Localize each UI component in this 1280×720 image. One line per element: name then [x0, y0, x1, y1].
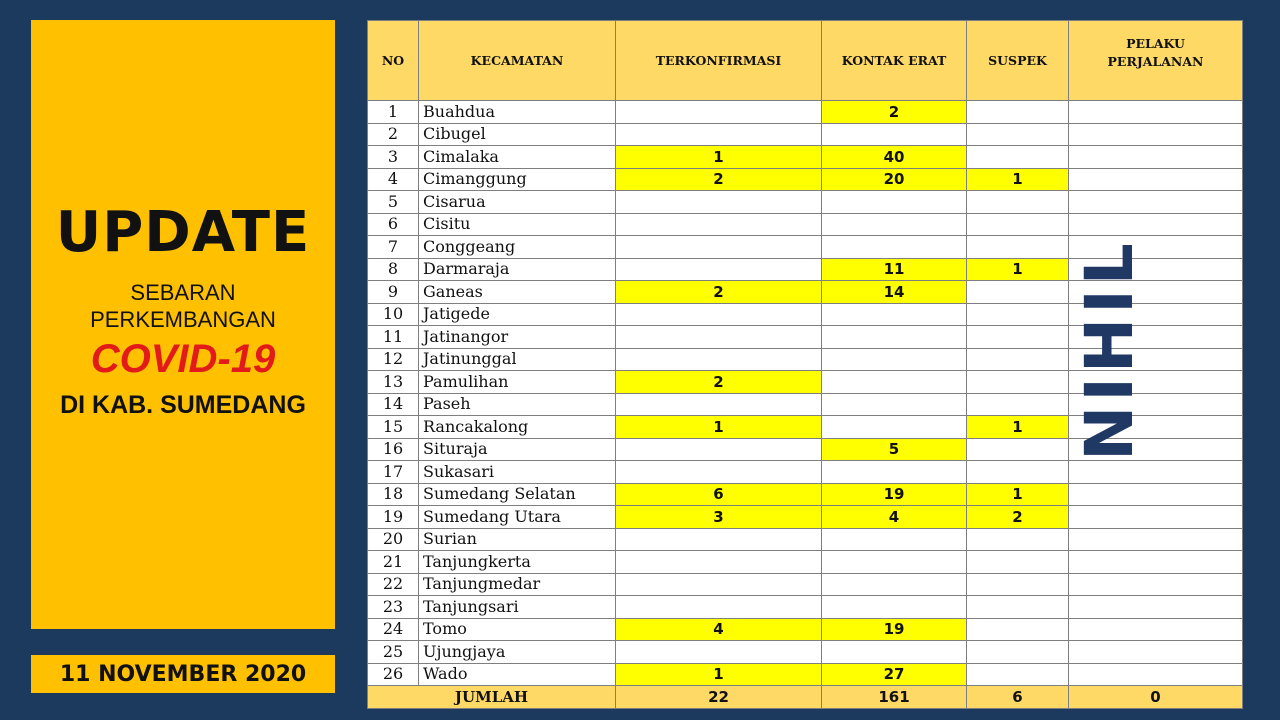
row-pelaku-perjalanan	[1069, 101, 1243, 124]
row-kontak-erat: 11	[822, 258, 967, 281]
table-row	[368, 191, 1243, 214]
row-terkonfirmasi	[616, 236, 822, 259]
row-kontak-erat	[822, 528, 967, 551]
row-suspek	[967, 236, 1069, 259]
row-suspek	[967, 191, 1069, 214]
row-kontak-erat	[822, 551, 967, 574]
row-kecamatan: Buahdua	[419, 101, 616, 124]
row-terkonfirmasi	[616, 641, 822, 664]
row-terkonfirmasi	[616, 528, 822, 551]
row-kontak-erat: 14	[822, 281, 967, 304]
row-no: 16	[368, 438, 419, 461]
row-pelaku-perjalanan	[1069, 146, 1243, 169]
row-kecamatan: Sukasari	[419, 461, 616, 484]
row-no: 19	[368, 506, 419, 529]
total-terkonfirmasi: 22	[616, 686, 822, 709]
header-no: NO	[368, 21, 419, 101]
row-kecamatan: Sumedang Utara	[419, 506, 616, 529]
row-no: 9	[368, 281, 419, 304]
row-suspek	[967, 461, 1069, 484]
row-suspek	[967, 213, 1069, 236]
row-no: 26	[368, 663, 419, 686]
row-pelaku-perjalanan	[1069, 663, 1243, 686]
row-kontak-erat	[822, 191, 967, 214]
table-header-row	[368, 21, 1243, 101]
row-pelaku-perjalanan	[1069, 551, 1243, 574]
row-no: 5	[368, 191, 419, 214]
row-kontak-erat	[822, 123, 967, 146]
subtitle-line-2: PERKEMBANGAN	[90, 307, 276, 332]
row-kecamatan: Rancakalong	[419, 416, 616, 439]
row-terkonfirmasi	[616, 573, 822, 596]
row-suspek	[967, 663, 1069, 686]
row-kecamatan: Cisarua	[419, 191, 616, 214]
row-no: 14	[368, 393, 419, 416]
row-kecamatan: Tanjungkerta	[419, 551, 616, 574]
row-suspek	[967, 101, 1069, 124]
row-kecamatan: Tanjungsari	[419, 596, 616, 619]
row-kecamatan: Surian	[419, 528, 616, 551]
row-pelaku-perjalanan	[1069, 168, 1243, 191]
row-kontak-erat: 4	[822, 506, 967, 529]
row-pelaku-perjalanan	[1069, 596, 1243, 619]
subtitle	[90, 279, 276, 333]
row-terkonfirmasi	[616, 461, 822, 484]
row-kontak-erat	[822, 236, 967, 259]
row-terkonfirmasi: 2	[616, 168, 822, 191]
row-pelaku-perjalanan	[1069, 641, 1243, 664]
row-suspek	[967, 596, 1069, 619]
table-row	[368, 506, 1243, 529]
row-no: 13	[368, 371, 419, 394]
row-kecamatan: Cibugel	[419, 123, 616, 146]
row-no: 6	[368, 213, 419, 236]
header-pelaku-line-2: PERJALANAN	[1107, 54, 1204, 69]
row-kecamatan: Conggeang	[419, 236, 616, 259]
row-kontak-erat	[822, 461, 967, 484]
row-kontak-erat: 27	[822, 663, 967, 686]
row-pelaku-perjalanan	[1069, 191, 1243, 214]
table-row	[368, 663, 1243, 686]
header-pelaku-line-1: PELAKU	[1126, 36, 1185, 51]
row-kecamatan: Jatinunggal	[419, 348, 616, 371]
header-pelaku-perjalanan	[1069, 21, 1243, 101]
table-row	[368, 641, 1243, 664]
row-terkonfirmasi: 2	[616, 281, 822, 304]
covid-heading: COVID-19	[90, 337, 276, 381]
table-row	[368, 168, 1243, 191]
table-row	[368, 461, 1243, 484]
row-no: 24	[368, 618, 419, 641]
row-suspek	[967, 528, 1069, 551]
table-row	[368, 573, 1243, 596]
row-no: 20	[368, 528, 419, 551]
row-suspek: 1	[967, 258, 1069, 281]
total-suspek: 6	[967, 686, 1069, 709]
row-terkonfirmasi	[616, 348, 822, 371]
row-suspek	[967, 348, 1069, 371]
row-pelaku-perjalanan	[1069, 461, 1243, 484]
row-kecamatan: Situraja	[419, 438, 616, 461]
row-terkonfirmasi: 2	[616, 371, 822, 394]
row-no: 1	[368, 101, 419, 124]
row-kecamatan: Jatinangor	[419, 326, 616, 349]
row-suspek	[967, 303, 1069, 326]
row-kontak-erat	[822, 348, 967, 371]
row-no: 10	[368, 303, 419, 326]
row-suspek	[967, 551, 1069, 574]
row-terkonfirmasi	[616, 438, 822, 461]
row-terkonfirmasi	[616, 326, 822, 349]
row-pelaku-perjalanan	[1069, 123, 1243, 146]
row-terkonfirmasi: 3	[616, 506, 822, 529]
row-terkonfirmasi	[616, 596, 822, 619]
row-kecamatan: Sumedang Selatan	[419, 483, 616, 506]
row-suspek: 1	[967, 168, 1069, 191]
row-kontak-erat: 19	[822, 618, 967, 641]
table-row	[368, 618, 1243, 641]
update-heading: UPDATE	[55, 200, 311, 265]
row-terkonfirmasi: 1	[616, 663, 822, 686]
row-kontak-erat	[822, 213, 967, 236]
row-kecamatan: Cisitu	[419, 213, 616, 236]
row-suspek	[967, 393, 1069, 416]
row-kontak-erat	[822, 596, 967, 619]
row-terkonfirmasi	[616, 101, 822, 124]
row-kecamatan: Ujungjaya	[419, 641, 616, 664]
row-suspek	[967, 371, 1069, 394]
row-suspek: 2	[967, 506, 1069, 529]
row-suspek	[967, 573, 1069, 596]
row-suspek	[967, 641, 1069, 664]
row-terkonfirmasi: 1	[616, 416, 822, 439]
row-kecamatan: Tomo	[419, 618, 616, 641]
row-kontak-erat	[822, 303, 967, 326]
row-terkonfirmasi	[616, 213, 822, 236]
row-kecamatan: Cimalaka	[419, 146, 616, 169]
row-suspek	[967, 123, 1069, 146]
title-panel	[31, 20, 335, 629]
row-suspek	[967, 438, 1069, 461]
total-pelaku-perjalanan: 0	[1069, 686, 1243, 709]
nihil-label: NIHIL	[1071, 239, 1148, 461]
table-row	[368, 213, 1243, 236]
date-label: 11 NOVEMBER 2020	[31, 655, 335, 693]
table-row	[368, 528, 1243, 551]
row-terkonfirmasi: 4	[616, 618, 822, 641]
row-no: 2	[368, 123, 419, 146]
row-kontak-erat: 20	[822, 168, 967, 191]
row-suspek	[967, 281, 1069, 304]
table-row	[368, 101, 1243, 124]
row-no: 15	[368, 416, 419, 439]
row-kecamatan: Jatigede	[419, 303, 616, 326]
row-no: 23	[368, 596, 419, 619]
row-kecamatan: Paseh	[419, 393, 616, 416]
row-kontak-erat	[822, 393, 967, 416]
row-kontak-erat	[822, 573, 967, 596]
row-suspek: 1	[967, 416, 1069, 439]
row-terkonfirmasi	[616, 551, 822, 574]
row-kecamatan: Ganeas	[419, 281, 616, 304]
row-terkonfirmasi	[616, 258, 822, 281]
row-kontak-erat	[822, 371, 967, 394]
row-no: 25	[368, 641, 419, 664]
row-suspek	[967, 326, 1069, 349]
row-kontak-erat: 2	[822, 101, 967, 124]
row-no: 7	[368, 236, 419, 259]
row-terkonfirmasi: 6	[616, 483, 822, 506]
table-row	[368, 123, 1243, 146]
row-kecamatan: Wado	[419, 663, 616, 686]
header-kontak-erat: KONTAK ERAT	[822, 21, 967, 101]
row-no: 3	[368, 146, 419, 169]
row-no: 11	[368, 326, 419, 349]
row-kontak-erat	[822, 326, 967, 349]
row-kecamatan: Tanjungmedar	[419, 573, 616, 596]
total-kontak-erat: 161	[822, 686, 967, 709]
row-no: 4	[368, 168, 419, 191]
row-kecamatan: Darmaraja	[419, 258, 616, 281]
header-terkonfirmasi: TERKONFIRMASI	[616, 21, 822, 101]
table-row	[368, 596, 1243, 619]
row-kecamatan: Cimanggung	[419, 168, 616, 191]
row-kontak-erat	[822, 416, 967, 439]
header-kecamatan: KECAMATAN	[419, 21, 616, 101]
table-row	[368, 551, 1243, 574]
row-terkonfirmasi	[616, 303, 822, 326]
row-no: 18	[368, 483, 419, 506]
region-label: DI KAB. SUMEDANG	[60, 391, 306, 419]
row-pelaku-perjalanan	[1069, 528, 1243, 551]
row-kontak-erat: 19	[822, 483, 967, 506]
row-pelaku-perjalanan	[1069, 618, 1243, 641]
row-no: 21	[368, 551, 419, 574]
row-kontak-erat	[822, 641, 967, 664]
row-suspek	[967, 146, 1069, 169]
row-kecamatan: Pamulihan	[419, 371, 616, 394]
row-suspek	[967, 618, 1069, 641]
row-kontak-erat: 5	[822, 438, 967, 461]
row-terkonfirmasi	[616, 191, 822, 214]
row-terkonfirmasi	[616, 393, 822, 416]
row-suspek: 1	[967, 483, 1069, 506]
subtitle-line-1: SEBARAN	[130, 280, 236, 305]
row-pelaku-perjalanan	[1069, 506, 1243, 529]
row-no: 12	[368, 348, 419, 371]
table-row	[368, 483, 1243, 506]
table-row	[368, 146, 1243, 169]
row-pelaku-perjalanan	[1069, 213, 1243, 236]
row-terkonfirmasi: 1	[616, 146, 822, 169]
row-terkonfirmasi	[616, 123, 822, 146]
total-label: JUMLAH	[368, 686, 616, 709]
row-kontak-erat: 40	[822, 146, 967, 169]
row-no: 17	[368, 461, 419, 484]
total-row	[368, 686, 1243, 709]
header-suspek: SUSPEK	[967, 21, 1069, 101]
row-no: 22	[368, 573, 419, 596]
row-pelaku-perjalanan	[1069, 483, 1243, 506]
row-pelaku-perjalanan	[1069, 573, 1243, 596]
row-no: 8	[368, 258, 419, 281]
